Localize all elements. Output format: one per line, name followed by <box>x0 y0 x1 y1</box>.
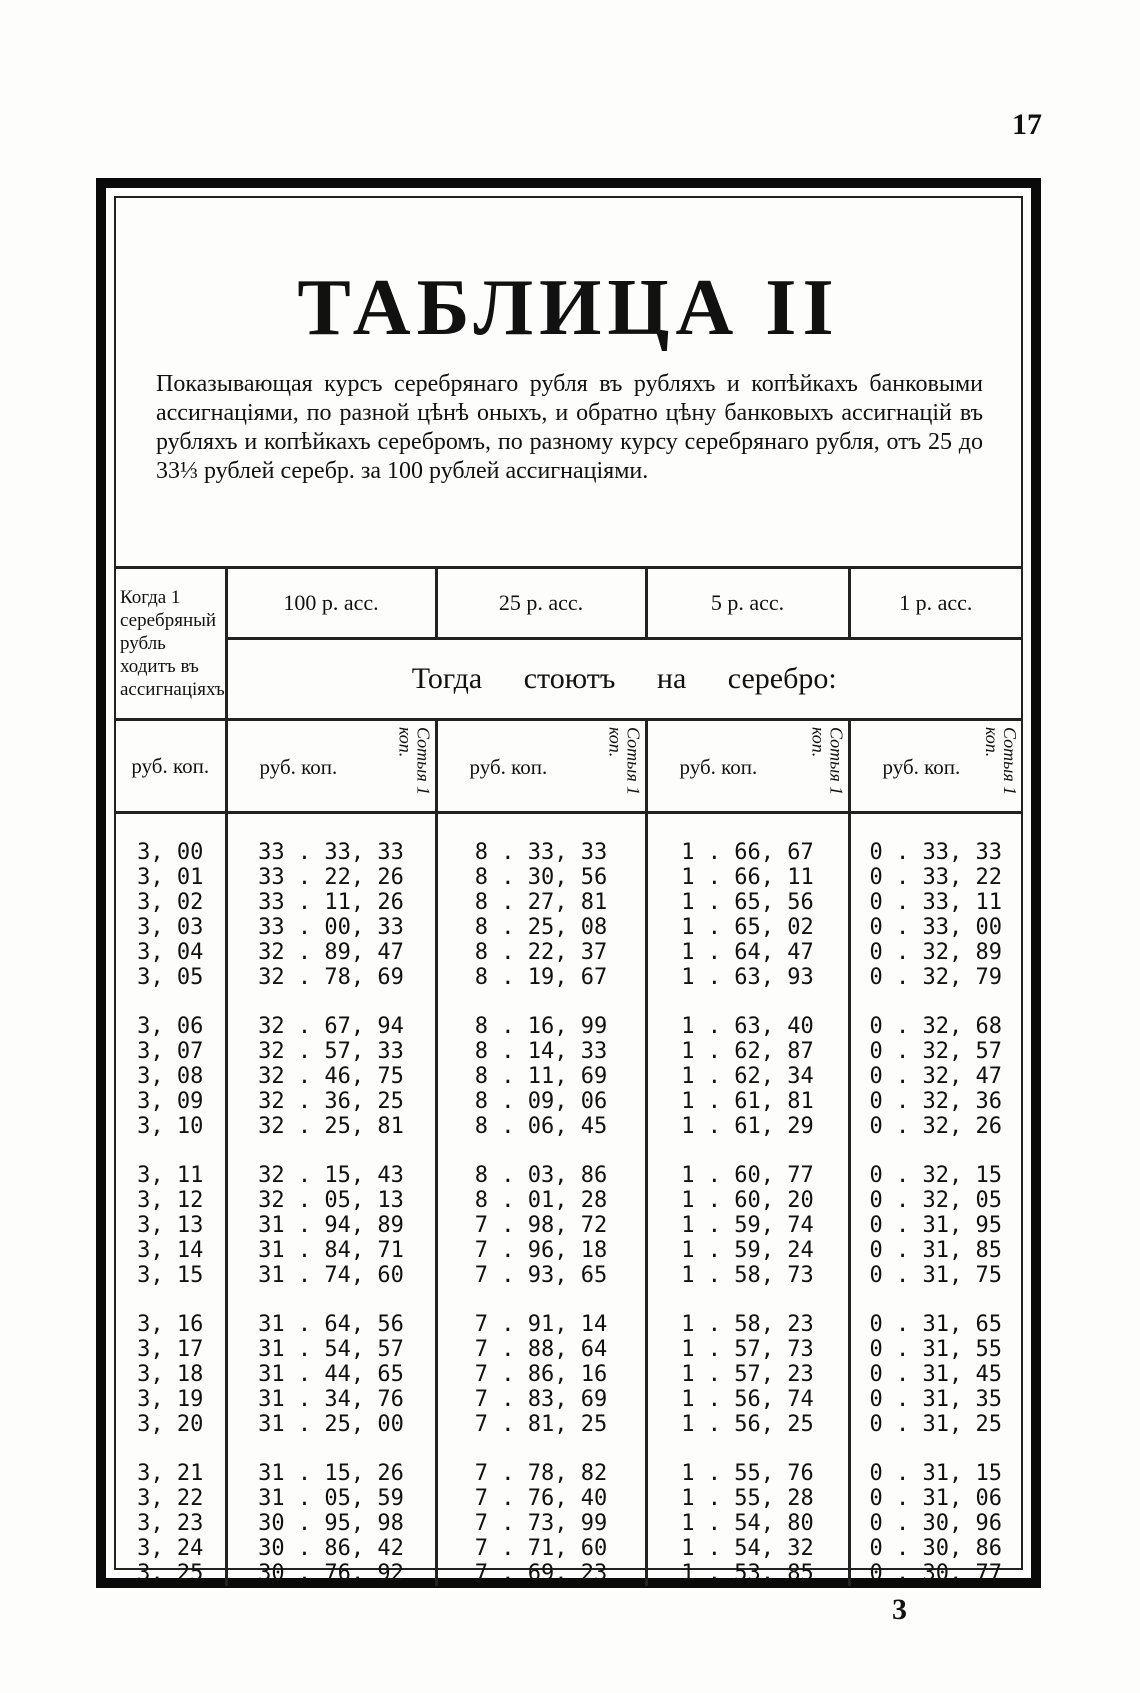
value-cell: 0 . 32, 79 <box>869 965 1002 990</box>
value-cell: 31 . 15, 26 <box>226 1461 436 1486</box>
value-cell: 8 . 22, 37 <box>436 940 646 965</box>
group-spacer <box>116 1437 1021 1461</box>
value-cell: 1 . 57, 73 <box>646 1337 849 1362</box>
value-cell: 7 . 73, 99 <box>436 1511 646 1536</box>
value-cell: 33 . 11, 26 <box>226 890 436 915</box>
table-row <box>116 1461 1021 1486</box>
table-description: Показывающая курсъ серебрянаго рубля въ рубляхъ и копѣйкахъ банковыми ассигнаціями, по разной цѣнѣ оныхъ, и обратно цѣну банковыхъ ассигнацій въ рубляхъ и копѣйкахъ серебромъ, по разному курсу серебрянаго рубля, отъ 25 до 33⅓ рублей серебр. за 100 рублей ассигнаціями. <box>156 371 983 484</box>
exchange-rate-table <box>116 566 1021 1586</box>
table-row <box>116 1263 1021 1288</box>
table-row <box>116 1114 1021 1139</box>
value-cell: 1 . 56, 25 <box>646 1412 849 1437</box>
value-cell: 31 . 64, 56 <box>226 1312 436 1337</box>
column-header-100: 100 р. асс. <box>226 568 436 639</box>
rate-cell: 3, 06 <box>116 1014 226 1039</box>
rate-cell: 3, 19 <box>116 1387 226 1412</box>
value-cell: 8 . 01, 28 <box>436 1188 646 1213</box>
spacer-cell <box>226 1437 436 1461</box>
value-cell: 0 . 31, 65 <box>869 1312 1002 1337</box>
value-cell: 1 . 62, 87 <box>646 1039 849 1064</box>
rate-cell: 3, 02 <box>116 890 226 915</box>
value-cell: 1 . 63, 40 <box>646 1014 849 1039</box>
table-row <box>116 1163 1021 1188</box>
value-cell: 32 . 25, 81 <box>226 1114 436 1139</box>
value-cell: 0 . 30, 86 <box>869 1536 1002 1561</box>
spacer-cell <box>436 990 646 1014</box>
table-row <box>116 865 1021 890</box>
value-cell: 30 . 95, 98 <box>226 1511 436 1536</box>
table-row <box>116 940 1021 965</box>
spacer-cell <box>116 1288 226 1312</box>
value-cell: 0 . 32, 26 <box>869 1114 1002 1139</box>
value-cell: 31 . 94, 89 <box>226 1213 436 1238</box>
value-cell: 1 . 66, 67 <box>646 813 849 866</box>
value-cell: 0 . 32, 05 <box>869 1188 1002 1213</box>
value-cell: 0 . 31, 15 <box>869 1461 1002 1486</box>
value-cell: 31 . 25, 00 <box>226 1412 436 1437</box>
value-cell: 8 . 19, 67 <box>436 965 646 990</box>
value-cell: 0 . 31, 85 <box>869 1238 1002 1263</box>
rate-cell: 3, 09 <box>116 1089 226 1114</box>
table-row <box>116 1337 1021 1362</box>
value-cell: 1 . 65, 02 <box>646 915 849 940</box>
rate-cell: 3, 10 <box>116 1114 226 1139</box>
value-cell: 31 . 44, 65 <box>226 1362 436 1387</box>
value-cell: 7 . 86, 16 <box>436 1362 646 1387</box>
table-row <box>116 915 1021 940</box>
value-cell: 7 . 76, 40 <box>436 1486 646 1511</box>
value-cell: 0 . 31, 95 <box>869 1213 1002 1238</box>
spacer-cell <box>116 1437 226 1461</box>
rate-cell: 3, 05 <box>116 965 226 990</box>
unit-label: руб. коп. <box>469 755 548 779</box>
rate-cell: 3, 16 <box>116 1312 226 1337</box>
value-cell: 1 . 61, 29 <box>646 1114 849 1139</box>
value-cell: 7 . 93, 65 <box>436 1263 646 1288</box>
spacer-cell <box>646 1437 849 1461</box>
value-cell: 0 . 32, 47 <box>869 1064 1002 1089</box>
value-cell: 1 . 58, 73 <box>646 1263 849 1288</box>
table-row <box>116 1089 1021 1114</box>
rate-cell: 3, 13 <box>116 1213 226 1238</box>
table-title: ТАБЛИЦА II <box>297 264 840 352</box>
table-row <box>116 813 1021 866</box>
spacer-cell <box>849 990 1021 1014</box>
table-row <box>116 890 1021 915</box>
value-cell: 1 . 61, 81 <box>646 1089 849 1114</box>
hundredths-label: Сотыя 1 коп. <box>982 727 1020 796</box>
value-cell: 31 . 34, 76 <box>226 1387 436 1412</box>
spacer-cell <box>436 1437 646 1461</box>
spacer-cell <box>116 1139 226 1163</box>
column-header-25: 25 р. асс. <box>436 568 646 639</box>
value-cell: 0 . 33, 11 <box>869 890 1002 915</box>
rate-cell: 3, 03 <box>116 915 226 940</box>
value-cell: 30 . 86, 42 <box>226 1536 436 1561</box>
value-cell: 0 . 33, 33 <box>869 840 1002 865</box>
hundredths-label: Сотыя 1 коп. <box>808 727 847 796</box>
value-cell: 0 . 33, 22 <box>869 865 1002 890</box>
group-spacer <box>116 1139 1021 1163</box>
rate-cell: 3, 22 <box>116 1486 226 1511</box>
unit-label: руб. коп. <box>679 755 758 779</box>
table-row <box>116 1213 1021 1238</box>
group-spacer <box>116 1288 1021 1312</box>
value-cell: 32 . 89, 47 <box>226 940 436 965</box>
value-cell: 1 . 57, 23 <box>646 1362 849 1387</box>
rate-cell: 3, 25 <box>116 1561 226 1586</box>
value-cell: 7 . 71, 60 <box>436 1536 646 1561</box>
value-cell: 1 . 56, 74 <box>646 1387 849 1412</box>
page-number: 17 <box>1012 108 1042 141</box>
hundredths-label: Сотыя 1 коп. <box>395 727 434 796</box>
value-cell: 7 . 88, 64 <box>436 1337 646 1362</box>
value-cell: 7 . 91, 14 <box>436 1312 646 1337</box>
value-cell: 7 . 98, 72 <box>436 1213 646 1238</box>
value-cell: 33 . 00, 33 <box>226 915 436 940</box>
value-cell: 1 . 64, 47 <box>646 940 849 965</box>
value-cell: 0 . 32, 36 <box>869 1089 1002 1114</box>
value-cell: 7 . 81, 25 <box>436 1412 646 1437</box>
table-row <box>116 1312 1021 1337</box>
value-cell: 33 . 22, 26 <box>226 865 436 890</box>
value-cell: 1 . 54, 80 <box>646 1511 849 1536</box>
value-cell: 31 . 84, 71 <box>226 1238 436 1263</box>
spacer-cell <box>436 1139 646 1163</box>
when-header: Когда 1 серебряный рубль ходитъ въ ассигнаціяхъ <box>116 568 226 720</box>
unit-cell <box>646 720 849 813</box>
unit-cell <box>226 720 436 813</box>
value-cell: 31 . 74, 60 <box>226 1263 436 1288</box>
value-cell: 7 . 78, 82 <box>436 1461 646 1486</box>
units-row <box>116 720 1021 813</box>
spacer-cell <box>226 990 436 1014</box>
value-cell: 0 . 31, 35 <box>869 1387 1002 1412</box>
value-cell: 8 . 11, 69 <box>436 1064 646 1089</box>
value-cell: 8 . 14, 33 <box>436 1039 646 1064</box>
spacer-cell <box>646 1139 849 1163</box>
table-frame <box>96 178 1041 1588</box>
rate-cell: 3, 01 <box>116 865 226 890</box>
spacer-cell <box>849 1437 1021 1461</box>
value-cell: 0 . 31, 55 <box>869 1337 1002 1362</box>
value-cell: 32 . 15, 43 <box>226 1163 436 1188</box>
rate-cell: 3, 20 <box>116 1412 226 1437</box>
value-cell: 1 . 59, 74 <box>646 1213 849 1238</box>
rate-cell: 3, 08 <box>116 1064 226 1089</box>
value-cell: 8 . 03, 86 <box>436 1163 646 1188</box>
value-cell: 1 . 60, 77 <box>646 1163 849 1188</box>
spacer-cell <box>226 1288 436 1312</box>
rate-cell: 3, 23 <box>116 1511 226 1536</box>
rate-cell: 3, 12 <box>116 1188 226 1213</box>
value-cell: 8 . 06, 45 <box>436 1114 646 1139</box>
value-cell: 0 . 31, 25 <box>869 1412 1002 1437</box>
rate-cell: 3, 24 <box>116 1536 226 1561</box>
value-cell: 0 . 31, 45 <box>869 1362 1002 1387</box>
value-cell: 8 . 09, 06 <box>436 1089 646 1114</box>
value-cell: 32 . 46, 75 <box>226 1064 436 1089</box>
unit-cell <box>849 720 1021 813</box>
group-spacer <box>116 990 1021 1014</box>
value-cell: 0 . 31, 06 <box>869 1486 1002 1511</box>
rate-cell: 3, 00 <box>116 813 226 866</box>
value-cell: 1 . 55, 76 <box>646 1461 849 1486</box>
value-cell: 1 . 62, 34 <box>646 1064 849 1089</box>
table-row <box>116 1014 1021 1039</box>
value-cell: 7 . 69, 23 <box>436 1561 646 1586</box>
table-row <box>116 965 1021 990</box>
value-cell: 1 . 58, 23 <box>646 1312 849 1337</box>
value-cell: 8 . 27, 81 <box>436 890 646 915</box>
unit-label: руб. коп. <box>116 720 226 813</box>
value-cell: 0 . 32, 68 <box>869 1014 1002 1039</box>
value-cell: 0 . 31, 75 <box>869 1263 1002 1288</box>
value-cell: 32 . 78, 69 <box>226 965 436 990</box>
value-cell: 32 . 36, 25 <box>226 1089 436 1114</box>
table-row <box>116 1064 1021 1089</box>
rate-cell: 3, 18 <box>116 1362 226 1387</box>
value-cell: 1 . 53, 85 <box>646 1561 849 1586</box>
value-cell: 0 . 32, 57 <box>869 1039 1002 1064</box>
rate-cell: 3, 21 <box>116 1461 226 1486</box>
value-cell: 1 . 66, 11 <box>646 865 849 890</box>
table-row <box>116 1387 1021 1412</box>
value-cell: 0 . 32, 15 <box>869 1163 1002 1188</box>
rate-cell: 3, 04 <box>116 940 226 965</box>
value-cell: 30 . 76, 92 <box>226 1561 436 1586</box>
value-cell: 1 . 65, 56 <box>646 890 849 915</box>
spacer-cell <box>226 1139 436 1163</box>
signature-mark: 3 <box>892 1593 907 1626</box>
spacer-cell <box>646 1288 849 1312</box>
value-cell: 8 . 33, 33 <box>436 813 646 866</box>
table-body <box>116 813 1021 1587</box>
value-cell: 0 . 33, 00 <box>869 915 1002 940</box>
spacer-cell <box>646 990 849 1014</box>
rate-cell: 3, 15 <box>116 1263 226 1288</box>
rate-cell: 3, 17 <box>116 1337 226 1362</box>
value-cell: 33 . 33, 33 <box>226 813 436 866</box>
value-cell: 8 . 25, 08 <box>436 915 646 940</box>
table-row <box>116 1412 1021 1437</box>
value-cell: 7 . 96, 18 <box>436 1238 646 1263</box>
value-cell: 32 . 67, 94 <box>226 1014 436 1039</box>
value-cell: 0 . 32, 89 <box>869 940 1002 965</box>
table-row <box>116 1362 1021 1387</box>
rate-cell: 3, 07 <box>116 1039 226 1064</box>
value-cell: 1 . 60, 20 <box>646 1188 849 1213</box>
value-cell: 1 . 59, 24 <box>646 1238 849 1263</box>
table-inner-border <box>114 196 1023 1586</box>
unit-cell <box>436 720 646 813</box>
column-header-5: 5 р. асс. <box>646 568 849 639</box>
value-cell: 0 . 30, 96 <box>869 1511 1002 1536</box>
unit-label: руб. коп. <box>882 755 961 779</box>
value-cell: 32 . 57, 33 <box>226 1039 436 1064</box>
value-cell: 1 . 55, 28 <box>646 1486 849 1511</box>
column-header-1: 1 р. асс. <box>849 568 1021 639</box>
value-cell: 32 . 05, 13 <box>226 1188 436 1213</box>
table-row <box>116 1486 1021 1511</box>
value-cell: 1 . 63, 93 <box>646 965 849 990</box>
value-cell: 31 . 05, 59 <box>226 1486 436 1511</box>
value-cell: 0 . 30, 77 <box>869 1561 1002 1586</box>
rate-cell: 3, 11 <box>116 1163 226 1188</box>
then-header: Тогда стоютъ на серебро: <box>226 639 1021 720</box>
spacer-cell <box>849 1288 1021 1312</box>
value-cell: 31 . 54, 57 <box>226 1337 436 1362</box>
value-cell: 8 . 30, 56 <box>436 865 646 890</box>
table-row <box>116 1238 1021 1263</box>
value-cell: 1 . 54, 32 <box>646 1536 849 1561</box>
spacer-cell <box>116 990 226 1014</box>
rate-cell: 3, 14 <box>116 1238 226 1263</box>
table-row <box>116 1561 1021 1586</box>
table-row <box>116 1536 1021 1561</box>
table-row <box>116 1039 1021 1064</box>
value-cell: 7 . 83, 69 <box>436 1387 646 1412</box>
table-row <box>116 1511 1021 1536</box>
spacer-cell <box>436 1288 646 1312</box>
spacer-cell <box>849 1139 1021 1163</box>
unit-label: руб. коп. <box>259 755 338 779</box>
hundredths-label: Сотыя 1 коп. <box>605 727 644 796</box>
table-row <box>116 1188 1021 1213</box>
value-cell: 8 . 16, 99 <box>436 1014 646 1039</box>
